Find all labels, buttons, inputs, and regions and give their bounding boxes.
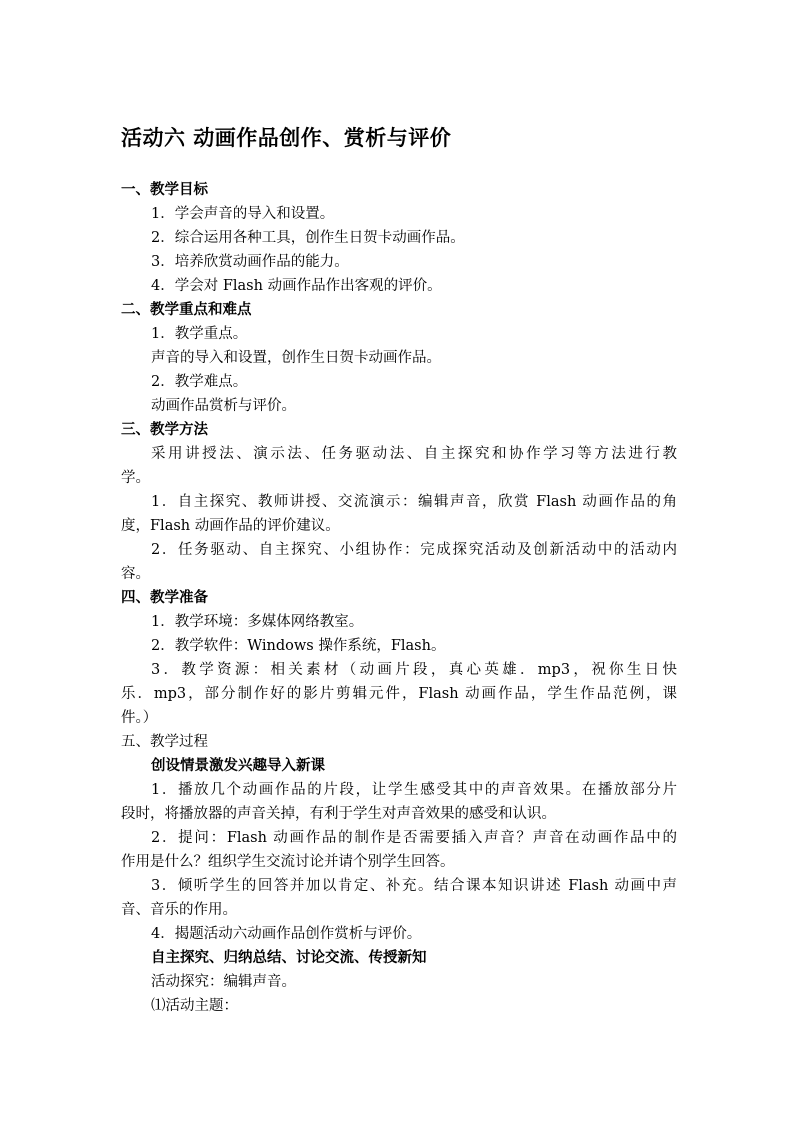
section-heading-methods: 三、教学方法 xyxy=(121,421,208,438)
process-paragraph-cont: 作用是什么？组织学生交流讨论并请个别学生回答。 xyxy=(121,854,455,870)
focus-line: 声音的导入和设置，创作生日贺卡动画作品。 xyxy=(151,350,441,366)
methods-paragraph-cont: 学。 xyxy=(121,470,150,486)
preparation-line: 2．教学软件：Windows 操作系统，Flash。 xyxy=(151,638,446,654)
objective-item: 4．学会对 Flash 动画作品作出客观的评价。 xyxy=(151,278,442,294)
methods-paragraph-cont: 度，Flash 动画作品的评价建议。 xyxy=(121,518,340,534)
process-paragraph: 1．播放几个动画作品的片段，让学生感受其中的声音效果。在播放部分片 xyxy=(151,782,677,798)
process-paragraph: 4．揭题活动六动画作品创作赏析与评价。 xyxy=(151,926,422,942)
section-heading-objectives: 一、教学目标 xyxy=(121,181,208,198)
methods-paragraph-cont: 容。 xyxy=(121,566,150,582)
methods-paragraph: 1．自主探究、教师讲授、交流演示：编辑声音，欣赏 Flash 动画作品的角 xyxy=(151,494,677,510)
preparation-line-cont: 件。） xyxy=(121,710,158,726)
process-paragraph: 2．提问：Flash 动画作品的制作是否需要插入声音？声音在动画作品中的 xyxy=(151,830,677,846)
objective-item: 3．培养欣赏动画作品的能力。 xyxy=(151,254,349,270)
process-paragraph: 3．倾听学生的回答并加以肯定、补充。结合课本知识讲述 Flash 动画中声 xyxy=(151,878,677,894)
preparation-line: 3．教学资源：相关素材（动画片段，真心英雄．mp3，祝你生日快 xyxy=(151,662,677,678)
objective-item: 2．综合运用各种工具，创作生日贺卡动画作品。 xyxy=(151,230,465,246)
methods-paragraph: 2．任务驱动、自主探究、小组协作：完成探究活动及创新活动中的活动内 xyxy=(151,542,677,558)
process-paragraph-cont: 音、音乐的作用。 xyxy=(121,902,237,918)
section-heading-process: 五、教学过程 xyxy=(121,734,208,750)
focus-line: 2．教学难点。 xyxy=(151,374,248,390)
objective-item: 1．学会声音的导入和设置。 xyxy=(151,206,335,222)
explore-line: 活动探究：编辑声音。 xyxy=(151,974,296,990)
process-paragraph-cont: 段时，将播放器的声音关掉，有利于学生对声音效果的感受和认识。 xyxy=(121,806,556,822)
focus-line: 1．教学重点。 xyxy=(151,326,248,342)
preparation-line-cont: 乐．mp3，部分制作好的影片剪辑元件，Flash 动画作品，学生作品范例，课 xyxy=(121,686,677,702)
subheading-explore: 自主探究、归纳总结、讨论交流、传授新知 xyxy=(151,949,427,966)
methods-paragraph: 采用讲授法、演示法、任务驱动法、自主探究和协作学习等方法进行教 xyxy=(151,446,677,462)
focus-line: 动画作品赏析与评价。 xyxy=(151,398,296,414)
section-heading-preparation: 四、教学准备 xyxy=(121,589,208,606)
preparation-line: 1．教学环境：多媒体网络教室。 xyxy=(151,614,364,630)
page-title: 活动六 动画作品创作、赏析与评价 xyxy=(121,125,452,150)
explore-line: ⑴活动主题： xyxy=(151,998,238,1014)
section-heading-focus: 二、教学重点和难点 xyxy=(121,301,252,318)
subheading-intro: 创设情景激发兴趣导入新课 xyxy=(151,757,325,774)
